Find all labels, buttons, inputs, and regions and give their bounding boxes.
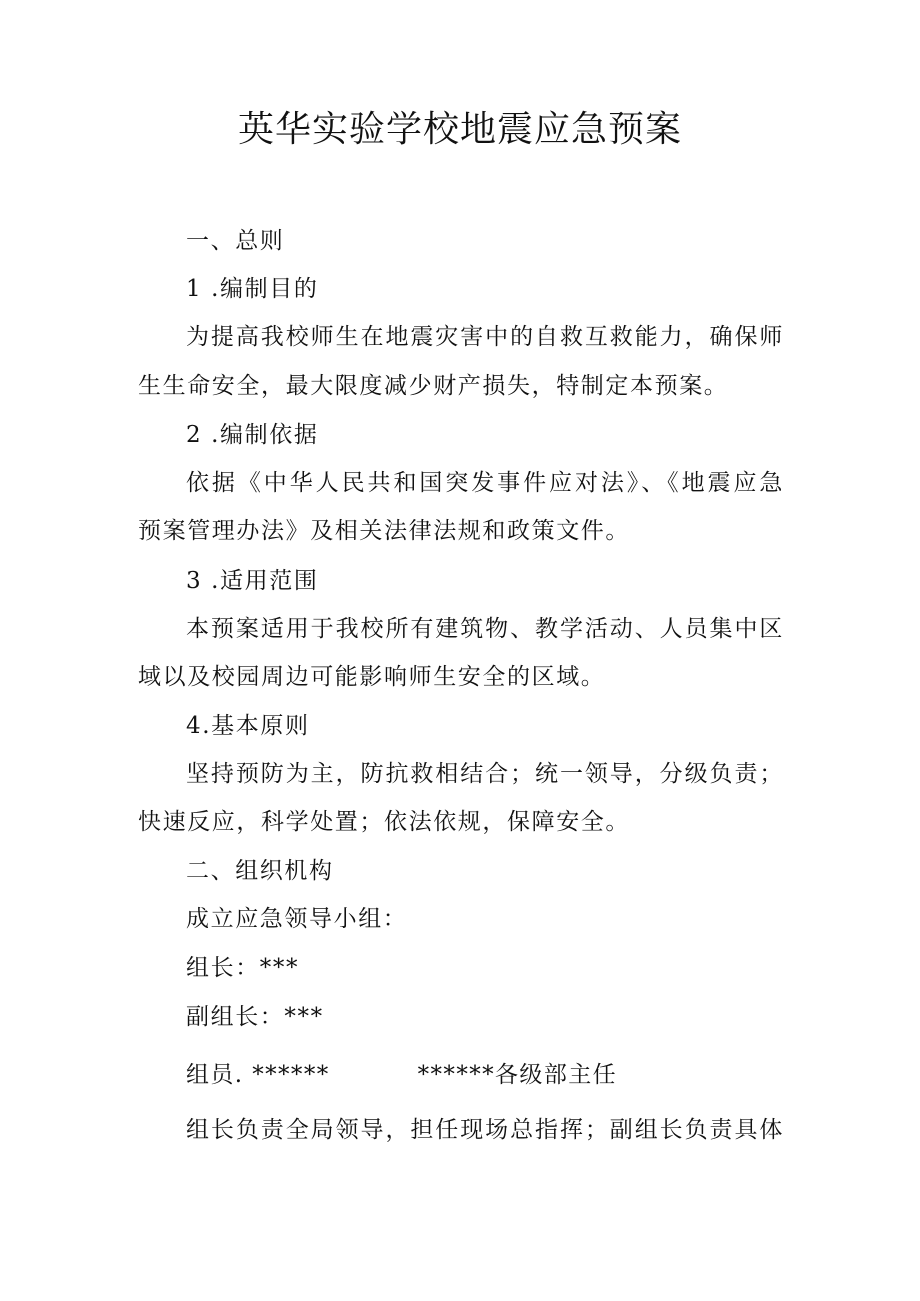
section-2-members-rest: ******各级部主任: [417, 1062, 618, 1088]
section-1-3-heading: 3 .适用范围: [186, 568, 319, 594]
section-2-heading: 二、组织机构: [186, 858, 334, 884]
section-1-2-heading: 2 .编制依据: [186, 422, 319, 448]
section-1-2-body-line-2: 预案管理办法》及相关法律法规和政策文件。: [138, 518, 630, 544]
section-2-deputy: 副组长：***: [186, 1004, 324, 1030]
section-1-heading: 一、总则: [186, 228, 285, 254]
section-1-4-heading: 4.基本原则: [186, 713, 310, 739]
section-1-3-body-line-2: 域以及校园周边可能影响师生安全的区域。: [138, 664, 606, 690]
section-2-body-line-1: 组长负责全局领导，担任现场总指挥；副组长负责具体: [186, 1117, 784, 1143]
section-2-members-line: [186, 1060, 617, 1090]
section-2-members-label: 组员. ******: [186, 1062, 330, 1088]
section-1-1-body-line-2: 生生命安全，最大限度减少财产损失，特制定本预案。: [138, 373, 729, 399]
section-1-1-body-line-1: 为提高我校师生在地震灾害中的自救互救能力，确保师: [186, 324, 784, 350]
section-1-2-body-line-1: 依据《中华人民共和国突发事件应对法》、《地震应急: [186, 470, 784, 496]
section-1-4-body-line-2: 快速反应，科学处置；依法依规，保障安全。: [138, 809, 630, 835]
section-1-4-body-line-1: 坚持预防为主，防抗救相结合；统一领导，分级负责；: [186, 761, 784, 787]
document-title: 英华实验学校地震应急预案: [237, 109, 682, 150]
section-1-1-heading: 1 .编制目的: [186, 276, 319, 302]
section-2-leader: 组长：***: [186, 955, 300, 981]
section-2-intro: 成立应急领导小组：: [186, 906, 408, 932]
section-1-3-body-line-1: 本预案适用于我校所有建筑物、教学活动、人员集中区: [186, 616, 784, 642]
